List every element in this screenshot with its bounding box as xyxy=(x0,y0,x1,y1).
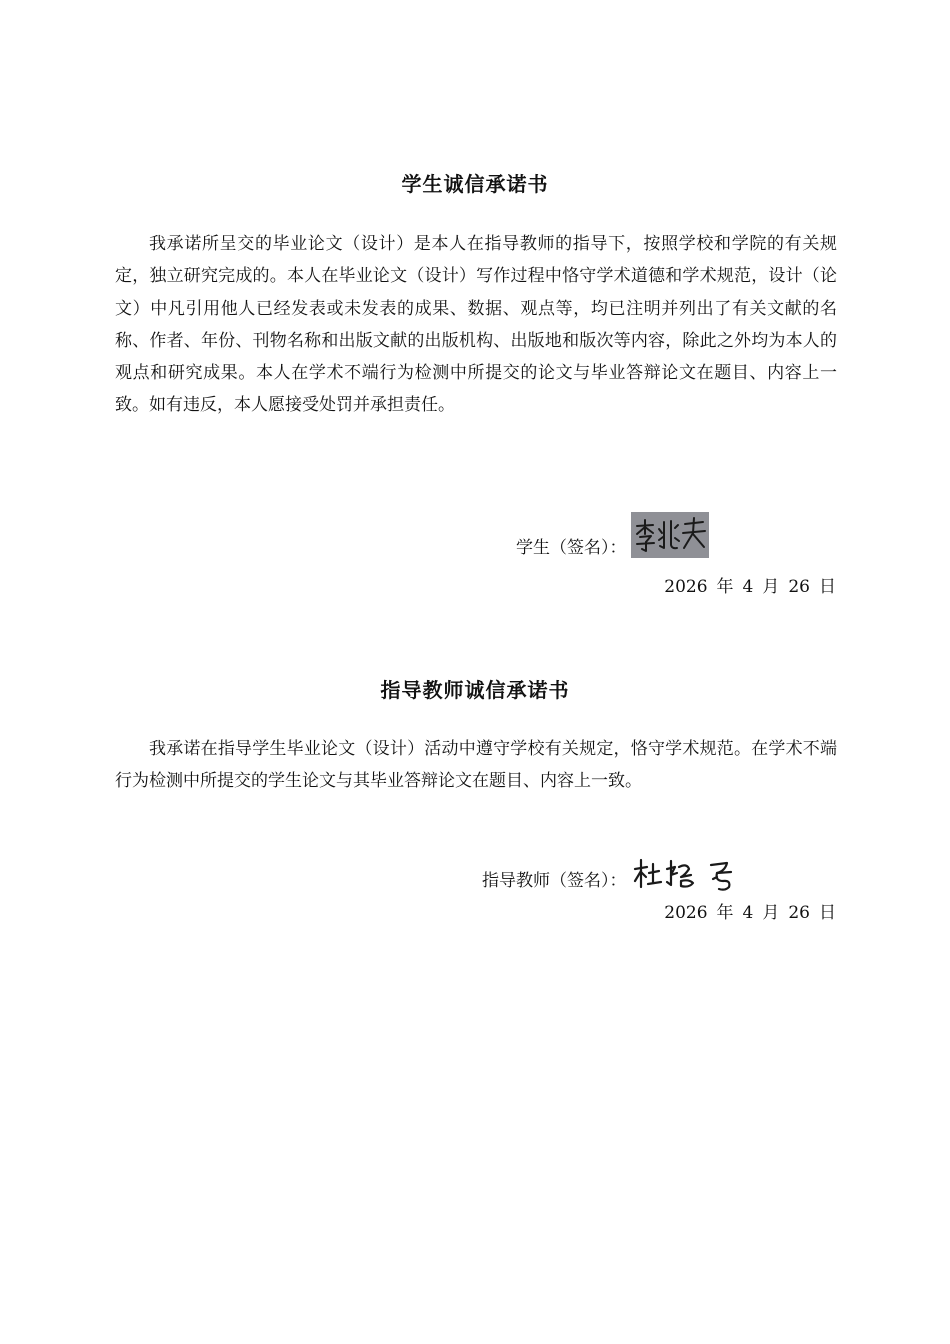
student-date-month-unit: 月 xyxy=(762,577,780,597)
teacher-date-year-unit: 年 xyxy=(716,903,734,923)
teacher-signature-label: 指导教师（签名）： xyxy=(482,871,627,891)
teacher-date-day-unit: 日 xyxy=(819,903,836,923)
teacher-signature-row xyxy=(482,855,749,895)
student-pledge-title: 学生诚信承诺书 xyxy=(401,172,549,196)
teacher-pledge-title: 指导教师诚信承诺书 xyxy=(380,678,570,702)
student-signature-image xyxy=(631,512,709,558)
student-date-year: 2026 xyxy=(664,577,708,597)
student-signature-label: 学生（签名）： xyxy=(516,538,627,558)
teacher-pledge-body: 我承诺在指导学生毕业论文（设计）活动中遵守学校有关规定，恪守学术规范。在学术不端行为检测中所提交的学生论文与其毕业答辩论文在题目、内容上一致。 xyxy=(115,739,837,792)
teacher-date-year: 2026 xyxy=(664,903,708,923)
teacher-date-month: 4 xyxy=(742,903,754,923)
student-date-year-unit: 年 xyxy=(716,577,734,597)
teacher-signature-image xyxy=(631,855,749,895)
student-date xyxy=(664,572,836,597)
student-date-day-unit: 日 xyxy=(819,577,836,597)
student-date-day: 26 xyxy=(788,577,810,597)
teacher-date-day: 26 xyxy=(788,903,810,923)
student-date-month: 4 xyxy=(742,577,754,597)
teacher-date-month-unit: 月 xyxy=(762,903,780,923)
student-pledge-body: 我承诺所呈交的毕业论文（设计）是本人在指导教师的指导下，按照学校和学院的有关规定，独立研究完成的。本人在毕业论文（设计）写作过程中恪守学术道德和学术规范，设计（论文）中凡引用他人已经发表或未发表的成果、数据、观点等，均已注明并列出了有关文献的名称、作者、年份、刊物名称和出版文献的出版机构、出版地和版次等内容，除此之外均为本人的观点和研究成果。本人在学术不端行为检测中所提交的论文与毕业答辩论文在题目、内容上一致。如有违反，本人愿接受处罚并承担责任。 xyxy=(115,234,837,416)
student-signature-row xyxy=(516,512,709,560)
teacher-date xyxy=(664,898,836,923)
